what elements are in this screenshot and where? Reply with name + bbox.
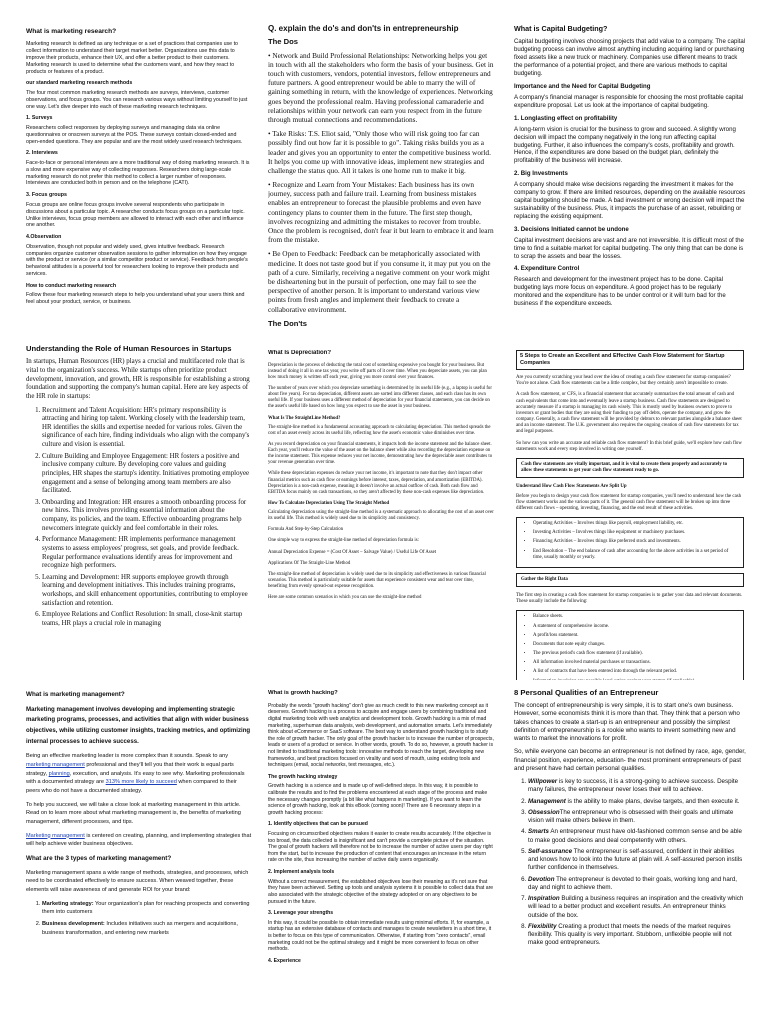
- document-item: • All information involved material purchases or transactions.: [533, 660, 739, 666]
- methods-intro: The four most common marketing research methods are surveys, interviews, customer observations, and focus groups. You can research various ways without limiting yourself to just one way. Let's dive deeper into each of these marketing research techniques.: [26, 90, 248, 110]
- paragraph-text: is centered on creating, planning, and implementing strategies that will help achieve wider business objectives.: [26, 832, 252, 848]
- capital-budgeting-title: What is Capital Budgeting?: [514, 24, 608, 33]
- dos-heading: The Dos: [268, 37, 298, 47]
- qualities-paragraph: The concept of entrepreneurship is very simple, it is to start one's own business. However, some economists think it is more than that. They think that a person who takes chances to create a start-up is an entrepreneur and possibly the simplest definition of entrepreneurship is a rookie who wants to invent something new and wants to market the innovations for profit.: [514, 702, 740, 743]
- marketing-management-paragraph: [26, 832, 252, 849]
- depreciation-paragraph: The number of years over which you depreciate something is determined by its useful life (e.g., a laptop is useful for about five years). For tax depreciation, different assets are sorted into different classes, and each class has its own useful life. If your business uses a different method of depreciation for your financial statements, you can decide on the asset's useful life based on how long you expect to use the asset in your business.: [268, 386, 492, 410]
- cash-flow-banner: Cash flow statements are vitally important, and it is vital to create them properly and accurately to allow these statements to get your cash flow statement ready to go.: [516, 458, 744, 478]
- paragraph-text: when compared to their peers who do not have a documented strategy.: [26, 779, 237, 794]
- do-item: • Take Risks: T.S. Eliot said, "Only those who will risk going too far can possibly find out how far it is possible to go". Taking risks builds you as a leader and gives you an opportunity to enter the competitive business world. It helps you come up with innovative ideas, implement new strategies and challenge the status quo. All it takes is one home run to make it big.: [268, 129, 491, 175]
- budget-point-heading: 4. Expenditure Control: [514, 265, 580, 273]
- depreciation-paragraph: One simple way to express the straight-line method of depreciation formula is:: [268, 538, 419, 544]
- quality-text: is the ability to make plans, devise targets, and then execute it.: [565, 797, 740, 805]
- qualities-list: [514, 778, 746, 948]
- straight-line-heading: What Is The StraightLine Method?: [268, 415, 341, 421]
- document-item: • A statement of comprehensive income.: [533, 624, 739, 630]
- growth-step-heading: 4. Experience: [268, 957, 301, 964]
- types-intro: Marketing management spans a wide range of methods, strategies, and processes, which need to be coordinated effectively to ensure success. When weaved together, these elements will raise awareness of and generate ROI for your brand:: [26, 869, 249, 893]
- hr-role-item: 1. Recruitment and Talent Acquisition: HR's primary responsibility is attracting and hiring top talent. Working closely with the leadership team, HR identifies the skills and expertise needed for various roles. Given the significance of each hire, finding individuals who align with the company's culture and vision is essential.: [42, 407, 252, 450]
- marketing-management-definition: Marketing management involves developing and implementing strategic marketing programs, processes, and activities that align with wider business objectives, while utilizing customer insights, tracking metrics, and optimizing internal processes to achieve success.: [26, 705, 251, 745]
- depreciation-paragraph: The straight-line method is a fundamental accounting approach to calculating depreciation. This method spreads the cost of an asset evenly across its useful life, reflecting how the asset's economic value diminishes over time.: [268, 424, 491, 436]
- growth-strategy-heading: The growth hacking strategy: [268, 773, 338, 780]
- quality-name: Devotion: [528, 875, 555, 883]
- calculate-heading: How To Calculate Depreciation Using The Straight Method: [268, 500, 390, 506]
- paragraph-text: professional and they'll tell you that their work is equal parts strategy,: [26, 762, 234, 777]
- documents-list: [516, 610, 744, 680]
- method-text: Focus groups are online focus groups involve several respondents who participate in discussions about a particular topic. A researcher conducts focus groups on a particular topic. Unlike interviews, focus group members are allowed to interact with each other and influence one another.: [26, 201, 245, 229]
- growth-hacking-section: [268, 690, 494, 1020]
- depreciation-paragraph: Formula And Step-by-Step Calculation: [268, 527, 344, 533]
- depreciation-title: What Is Depreciation?: [268, 350, 332, 356]
- growth-hacking-paragraph: Probably the words "growth hacking" don't give as much credit to this new marketing concept as it deserves. Growth hacking is a process to acquire and engage users by combining traditional and digital marketing tools with web analytics and development tools. Growth hacking is a mix of mad marketing, superhuman data analysis, web development, and automation smarts. Let's immediately think about eCommerce or SaaS software. The best way to understand growth hacking is to study the role of growth hacker. The only goal of the growth hacker is to increase the number of prospects, leads or users of a product or service. In other words, growth. To do so, however, a growth hacker is not limited to traditional marketing tools: innovative methods to reach the target, developing new frameworks, and best practices focused on virality and word of mouth, using existing tools and techniques (email, social networks, text messages, etc.).: [268, 702, 494, 769]
- quality-name: Obsession: [528, 808, 560, 816]
- document-item: • A profit/loss statement.: [533, 633, 739, 639]
- quality-item: [528, 876, 746, 893]
- capital-budgeting-section: [514, 24, 746, 332]
- marketing-management-section: [26, 690, 252, 1020]
- activity-item: • Operating Activities – Involves things like payroll, employment liability, etc.: [533, 521, 739, 527]
- do-item: • Network and Build Professional Relationships: Networking helps you get in touch with all the stakeholders who form the basis of your business. Get in touch with customers, vendors, potential investors, fellow entrepreneurs and future partners. A good entrepreneur would be able to marry the will of gaining something in return, with the knowledge of experiences. Networking goes beyond the professional realm. Having professional camaraderie and relationships within your network can earn you respect from in the future through mutual connections and recommendations.: [268, 50, 494, 124]
- method-heading: 1. Surveys: [26, 115, 53, 122]
- importance-text: A company's financial manager is responsible for choosing the most profitable capital expenditure proposal. Let us look at the importance of capital budgeting.: [514, 93, 744, 109]
- cash-flow-title: 5 Steps to Create an Excellent and Effective Cash Flow Statement for Startup Companies: [516, 350, 744, 370]
- method-text: Face-to-face or personal interviews are a more traditional way of doing marketing research. It is a slow and more expensive way of collecting responses. Researchers doing large-scale marketing research do not prefer this method to collect a larger number of responses. Interviews are conducted both in person and on the telephone (CATI).: [26, 160, 250, 187]
- marketing-management-paragraph: [26, 752, 252, 795]
- quality-text: The entrepreneur is self-assured, confident in their abilities and knows how to look into the future at plain will. A self-assured person instils further confidence in themselves.: [528, 847, 743, 872]
- quality-name: Inspiration: [528, 895, 560, 903]
- quality-text: The entrepreneur is devoted to their goals, working long and hard, day and night to achieve them.: [528, 875, 738, 891]
- growth-step-heading: 3. Leverage your strengths: [268, 910, 334, 917]
- growth-step-text: In this way, it could be possible to obtain immediate results using minimal efforts. If, for example, a startup has an extensive database of contacts and manages to create newsletters in a short time, it is better to focus on this type of communication. Otherwise, if starting from "zero contacts", email marketing could not be the optimal strategy and it might be more convenient to focus on other methods.: [268, 919, 492, 953]
- budget-point-heading: 1. Longlasting effect on profitability: [514, 114, 618, 122]
- hr-startups-section: [26, 344, 252, 676]
- entrepreneurship-dos-donts-section: [268, 24, 494, 332]
- growth-step-heading: 1. Identify objectives that can be pursued: [268, 821, 368, 828]
- growth-hacking-title: What is growth hacking?: [268, 690, 338, 696]
- activities-list: [516, 517, 744, 568]
- marketing-management-link[interactable]: marketing management: [26, 762, 85, 769]
- budget-point-text: Research and development for the investment project has to be done. Capital budgeting lays more focus on expenditure. A good project has to be regularly monitored and the expenditure has to be under control or it will turn bad for the business if the expenditure exceeds.: [514, 276, 726, 308]
- entrepreneur-qualities-section: [514, 688, 746, 1020]
- document-item: • Balance sheets.: [533, 614, 739, 620]
- paragraph-text: Being an effective marketing leader is more complex than it sounds. Speak to any: [26, 753, 229, 760]
- quality-name: Self-assurance: [528, 847, 573, 855]
- hr-role-item: 3. Onboarding and Integration: HR ensures a smooth onboarding process for new hires. This involves providing essential information about the company, its policies, and the team. Effective onboarding programs help newcomers integrate quickly and feel comfortable in their roles.: [42, 499, 252, 534]
- quality-item: [528, 923, 746, 948]
- depreciation-formula: Annual Depreciation Expense = (Cost Of Asset – Salvage Value) / Useful Life Of Asset: [268, 549, 437, 555]
- method-heading: 3. Focus groups: [26, 192, 67, 199]
- capital-budgeting-intro: Capital budgeting involves choosing projects that add value to a company. The capital budgeting process can involve almost anything including acquiring land or purchasing fixed assets like a new truck or machinery. Companies use different means to track the performance of a potential project, and there are various methods to capital budgeting.: [514, 38, 746, 78]
- types-heading: What are the 3 types of marketing management?: [26, 854, 172, 862]
- hr-role-item: 6. Employee Relations and Conflict Resolution: In small, close-knit startup teams, HR plays a crucial role in managing: [42, 611, 252, 628]
- quality-item: [528, 778, 746, 795]
- split-heading: Understand How Cash Flow Statements Are Split Up: [516, 484, 627, 490]
- gather-data-heading: Gather the Right Data: [516, 573, 744, 587]
- quality-item: [528, 828, 746, 845]
- quality-item: [528, 848, 746, 873]
- quality-text: An entrepreneur must have old-fashioned common sense and be able to make good decisions and deal competently with others.: [528, 828, 742, 844]
- type-text: Includes initiatives such as mergers and acquisitions, business transformation, and entering new markets: [42, 920, 238, 936]
- do-item: • Recognize and Learn from Your Mistakes: Each business has its own journey, success path and failure trail. Learning from business mistakes enables an entrepreneur to forecast the plausible problems and even have contingency plans to counter them in the future. The first step though, involves recognizing and admitting the mistakes to recover from trouble. Once the problem is recognised, don't fear it but learn to embrace it and learn from the mistake.: [268, 180, 494, 245]
- method-heading: 4.Observation: [26, 234, 62, 241]
- type-item: [42, 920, 252, 937]
- hr-startups-intro: In startups, Human Resources (HR) plays a crucial and multifaceted role that is vital to the organization's success. While startups often prioritize product development, innovation, and growth, HR is responsible for establishing a strong foundation and supporting the company's human capital. Here are key aspects of the HR role in startups:: [26, 358, 250, 400]
- donts-heading: The Don'ts: [268, 318, 307, 328]
- cash-flow-section: [516, 350, 744, 680]
- hr-role-item: 5. Learning and Development: HR supports employee growth through learning and development initiatives. This includes training programs, workshops, and skill enhancement opportunities, contributing to employee satisfaction and retention.: [42, 574, 252, 609]
- marketing-management-title: What is marketing management?: [26, 691, 125, 698]
- quality-item: [528, 809, 746, 826]
- quality-name: Flexibility: [528, 922, 557, 930]
- budget-point-text: A company should make wise decisions regarding the investment it makes for the company to grow. If there are limited resources, depending on the available resources capital budgeting should be made. A bad investment or wrong decision will impact the sustainability of the business. Plus, it impacts the purchase of an asset, rebuilding or replacing the existing equipment.: [514, 181, 746, 220]
- budget-point-heading: 3. Decisions Initiated cannot be undone: [514, 225, 629, 233]
- document-item: [533, 679, 739, 680]
- activity-item: • Investing Activities – Involves things like equipment or machinery purchases.: [533, 530, 739, 536]
- type-item: [42, 900, 252, 917]
- hr-role-item: 2. Culture Building and Employee Engagement: HR fosters a positive and inclusive company culture. By developing core values and guiding principles, HR shapes the startup's identity. Initiatives promoting employee engagement and a sense of belonging among team members are also facilitated.: [42, 453, 252, 496]
- growth-step-heading: 2. Implement analysis tools: [268, 869, 335, 876]
- quality-name: Willpower: [528, 778, 558, 786]
- paragraph-text: , execution, and analysis. It's easy to see why. Marketing professionals with a documented strategy are: [26, 770, 245, 786]
- quality-name: Management: [528, 797, 566, 805]
- entrepreneurship-question: Q. explain the do's and don'ts in entrepreneurship: [268, 24, 459, 33]
- hr-role-item: 4. Performance Management: HR implements performance management systems to assess employees' progress, set goals, and provide feedback. Regular performance evaluations identify areas for improvement and recognize high performers.: [42, 536, 252, 571]
- depreciation-paragraph: Here are some common scenarios in which you can use the straight-line method: [268, 595, 422, 601]
- budget-point-text: A long-term vision is crucial for the business to grow and succeed. A slightly wrong decision will impact the company negatively in the long run affecting capital budgeting. Further, it also influences the company's costs, profitability and growth. Hence, if the expenditures are done based on the budget plan, definitely the profitability of the business will increase.: [514, 125, 736, 165]
- depreciation-paragraph: Calculating depreciation using the straight-line method is a systematic approach to allocating the cost of an asset over its useful life. This method is widely used due to its simplicity and consistency.: [268, 510, 494, 522]
- qualities-paragraph: So, while everyone can become an entrepreneur is not defined by race, age, gender, financial position, experience, education- the most prominent entrepreneurs of past and present have had certain personal qualities.: [514, 748, 746, 772]
- planning-link[interactable]: planning: [48, 770, 70, 777]
- type-label: Business development:: [42, 920, 105, 927]
- activity-item: • Financing Activities – Involves things like preferred stock and investments.: [533, 539, 739, 545]
- how-to-text: Follow these four marketing research steps to help you understand what your users think and feel about your product, service, or business.: [26, 292, 245, 306]
- budget-point-text: Capital investment decisions are vast and are not irreversible. It is difficult most of the time to find a suitable market for capital budgeting. The only thing that can be done is to scrap the assets and bear the losses.: [514, 236, 744, 260]
- depreciation-section: [268, 350, 494, 678]
- document-item: • A list of contracts that have been entered into through the relevant period.: [533, 669, 739, 675]
- depreciation-paragraph: Depreciation is the process of deducting the total cost of something expensive you bought for your business. But instead of doing it all in one tax year, you write off parts of it over time. When you depreciate assets, you can plan how much money is written off each year, giving you more control over your finances.: [268, 362, 487, 380]
- marketing-research-intro: Marketing research is defined as any technique or a set of practices that companies use to collect information to understand their target market better. Organizations use this data to improve their products, enhance their UX, and offer a better product to their customers. Marketing research is used to determine what the customers want, and how they react to products or features of a product.: [26, 41, 238, 75]
- method-text: Researchers collect responses by deploying surveys and managing data via online questionnaires or onscreen surveys at the POS. These surveys contain closed-ended and open-ended questions. They are popular and are the most widely used research techniques.: [26, 125, 243, 145]
- quality-name: Smarts: [528, 828, 549, 836]
- depreciation-paragraph: While these depreciation expenses do reduce your net income, it's important to note that they don't impact other financial metrics such as cash flow or earnings before interest, taxes, depreciation, and amortization (EBITDA). Depreciation is a non-cash expense, meaning it doesn't involve an actual outflow of cash. Both cash flow and EBITDA focus mainly on cash transactions, so they aren't affected by these non-cash expenses like depreciation.: [268, 471, 485, 495]
- cash-flow-paragraph: Before you begin to design your cash flow statement for startup companies, you'll need to understand how the cash flow statement works and the various parts of it. The general cash flow statement will be broken up into three different cash flows – operating, investing, financing, and the end result of these activities.: [516, 493, 742, 511]
- quality-text: Building a business requires an inspiration and the creativity which will lead to a better product and excellent results. An entrepreneur thinks outside of the box.: [528, 895, 744, 919]
- cash-flow-paragraph: The first step in creating a cash flow statement for startup companies is to gather your data and relevant documents. These usually include the following:: [516, 593, 743, 605]
- marketing-management-paragraph: To help you succeed, we will take a close look at marketing management in this article. Read on to learn more about what marketing management is, the benefits of marketing management, different processes, and tips.: [26, 801, 241, 825]
- hr-startups-title: Understanding the Role of Human Resources in Startups: [26, 344, 232, 353]
- method-text: Observation, though not popular and widely used, gives intuitive feedback. Research companies organize customer observation sessions to gather information on how they engage with the product or service (or a similar competitor product or service). Feedback from people's behavioral attitudes is a powerful tool for researchers looking to improve their products and services.: [26, 243, 248, 277]
- marketing-research-title: What is marketing research?: [26, 28, 117, 35]
- quality-item: [528, 895, 746, 920]
- type-label: Marketing strategy:: [42, 900, 94, 907]
- depreciation-paragraph: Applications Of The Straight-Line Method: [268, 560, 351, 566]
- activity-item: • End Resolution – The end balance of cash after accounting for the above activities in a set period of time, usually monthly or yearly.: [533, 549, 739, 561]
- marketing-research-section: [26, 28, 250, 328]
- marketing-management-link-2[interactable]: Marketing management: [26, 832, 85, 839]
- cash-flow-paragraph: Are you currently scratching your head over the idea of creating a cash flow statement for startup companies? You're not alone. Cash flow statements can be a little complex, but they certainly aren't impossible to create.: [516, 375, 731, 387]
- do-item: • Be Open to Feedback: Feedback can be metaphorically associated with medicine. It does not taste good but if you consume it, it may put you on the path of a cure. Similarly, receiving a negative comment on your work might be disheartening but in the pursuit of perfection, one may fail to see the perspective of another person. It is important to understand various view points from fresh angles and implement their feedback to create a collaborative environment.: [268, 249, 491, 314]
- cash-flow-paragraph: A cash flow statement, or CFS, is a financial statement that accurately summarizes the total amount of cash and cash equivalents that come into and eventually leave a startup business. Cash flow statements are designed to accurately measure if a startup is managing its cash wisely. This is mostly used by business owners to prove to investors or grant bodies that they are using their funding to pay off debts, operate the company, and grow the company. Generally, a cash flow statement will be provided by debtors to relevant parties alongside a balance sheet and an income statement. The U.K. government also requires the ongoing creation of cash flow statements for tax and legal purposes.: [516, 392, 742, 435]
- quality-text: Creating a product that meets the needs of the market requires flexibility. This quality is very important. Stubborn, unflexible people will not make good entrepreneurs.: [528, 922, 732, 947]
- type-text: Your organization's plan for reaching prospects and converting them into customers: [42, 900, 250, 916]
- success-stat-link[interactable]: 313% more likely to succeed: [105, 779, 177, 786]
- document-item: • Documents that note equity changes.: [533, 642, 739, 648]
- method-heading: 2. Interviews: [26, 150, 58, 157]
- depreciation-paragraph: The straight-line method of depreciation is widely used due to its simplicity and effectiveness in various financial scenarios. This method is particularly suitable for assets that experience consistent wear and tear over time, benefiting from evenly spread-out expense recognition.: [268, 571, 486, 590]
- importance-heading: Importance and the Need for Capital Budgeting: [514, 82, 651, 90]
- quality-item: [528, 798, 746, 806]
- budget-point-heading: 2. Big Investments: [514, 170, 568, 178]
- growth-hacking-paragraph: Growth hacking is a science and is made up of well-defined steps. In this way, it is possible to calibrate the results and to find the problems encountered at each stage of the process and make the necessary changes promptly (a bit like what happens in marketing). If you want to learn the science of growth hacking, look at this eBook (coming soon)! There are 6 necessary steps in a growth hacking process:: [268, 783, 488, 816]
- quality-text: The entrepreneur who is obsessed with their goals and ultimate vision will make others believe in them.: [528, 808, 734, 825]
- depreciation-paragraph: As you record depreciation on your financial statements, it impacts both the income statement and the balance sheet. Each year, you'll reduce the value of the asset on the balance sheet while also recording the depreciation expense on the income statement. This expense reduces your net income, demonstrating how the depreciable asset contributes to your revenue generation over time.: [268, 441, 493, 466]
- how-to-heading: How to conduct marketing research: [26, 282, 117, 289]
- qualities-title: 8 Personal Qualities of an Entrepreneur: [514, 688, 659, 697]
- types-list: [26, 900, 252, 938]
- growth-step-text: Without a correct measurement, the established objectives lose their meaning as it's not sure that they have been achieved. Setting up tools and analysis systems it is possible to collect data that are also associated with the strategic objective of the strategy adopted or on any objectives to be pursued in the future.: [268, 878, 494, 905]
- hr-role-list: [26, 407, 252, 629]
- quality-text: is key to success, it is a strong-going to achieve success. Despite many failures, the entrepreneur never loses their will to achieve.: [528, 778, 739, 794]
- cash-flow-paragraph: So how can you write an accurate and reliable cash flow statement? In this brief guide, we'll explore how cash flow statements work and every step involved in writing one yourself.: [516, 440, 742, 452]
- growth-step-text: Focusing on circumscribed objectives makes it easier to create results accurately. If the objective is too broad, the data collected is insignificant and can't provide a complete picture of the situation. The goal of growth hackers will therefore not be to increase the number of active users per day right from the start, but to increase the production of content that encourages an increase in the return rate on the site, thus increasing the number of active daily users organically.: [268, 831, 493, 864]
- methods-heading: our standard marketing research methods: [26, 80, 133, 87]
- document-item: • The previous period's cash flow statement (if available).: [533, 651, 739, 657]
